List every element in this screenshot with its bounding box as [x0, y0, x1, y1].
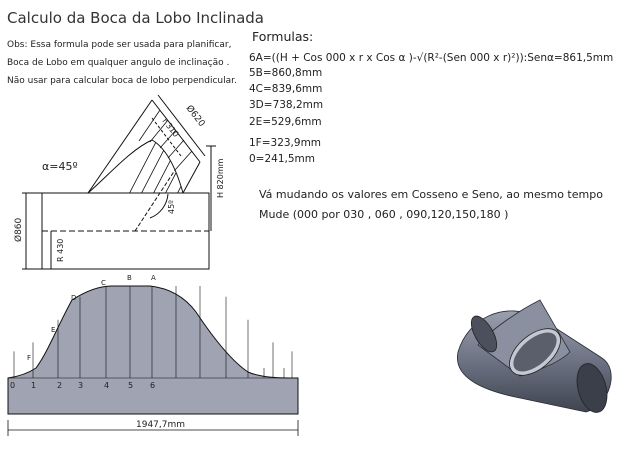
- station-label: 1: [31, 381, 37, 390]
- formula-4c: 4C=839,6mm: [249, 83, 323, 95]
- angle-arc: [150, 194, 168, 218]
- note-line-1: Obs: Essa formula pode ser usada para planificar,: [7, 40, 232, 50]
- curve-letter: B: [127, 274, 132, 282]
- formula-2e: 2E=529,6mm: [249, 116, 322, 128]
- curve-letter: C: [101, 279, 106, 287]
- development-pattern: [8, 286, 298, 436]
- curve-letter: E: [51, 326, 56, 334]
- formula-0: 0=241,5mm: [249, 153, 315, 165]
- pattern-shape: [8, 286, 298, 414]
- formula-6a: 6A=((H + Cos 000 x r x Cos α )-√(R²-(Sen 000 x r)²)):Senα=861,5mm: [249, 52, 614, 64]
- branch-radius-label: r 310: [160, 116, 181, 139]
- station-label: 5: [128, 381, 134, 390]
- branch-wall-left: [88, 100, 152, 193]
- alpha-label: α=45º: [42, 160, 78, 173]
- station-label: 0: [10, 381, 16, 390]
- curve-letter: D: [71, 294, 77, 302]
- note-line-3: Não usar para calcular boca de lobo perpendicular.: [7, 76, 237, 86]
- formula-3d: 3D=738,2mm: [249, 99, 324, 111]
- height-label: H 820mm: [216, 158, 225, 198]
- instruction-line-2: Mude (000 por 030 , 060 , 090,120,150,180 ): [259, 208, 509, 221]
- formula-5b: 5B=860,8mm: [249, 67, 323, 79]
- branch-wall-right: [183, 162, 200, 193]
- intersection-curve: [88, 140, 183, 193]
- curve-letter: F: [27, 354, 32, 362]
- main-radius-label: R 430: [56, 238, 65, 262]
- branch-diameter-label: Ø620: [183, 103, 207, 129]
- formula-1f: 1F=323,9mm: [249, 137, 322, 149]
- curve-letter: A: [151, 274, 156, 282]
- station-label: 3: [78, 381, 84, 390]
- station-label: 4: [104, 381, 110, 390]
- page-title: Calculo da Boca da Lobo Inclinada: [7, 9, 264, 27]
- tee-render: [457, 300, 612, 416]
- instruction-line-1: Vá mudando os valores em Cosseno e Seno, ao mesmo tempo: [259, 188, 603, 201]
- station-label: 2: [57, 381, 63, 390]
- formulas-heading: Formulas:: [252, 29, 314, 44]
- width-label: 1947,7mm: [136, 420, 186, 430]
- main-diameter-label: Ø860: [14, 217, 24, 242]
- station-label: 6: [150, 381, 156, 390]
- angle-label: 45º: [167, 200, 176, 214]
- note-line-2: Boca de Lobo em qualquer angulo de inclinação .: [7, 58, 230, 68]
